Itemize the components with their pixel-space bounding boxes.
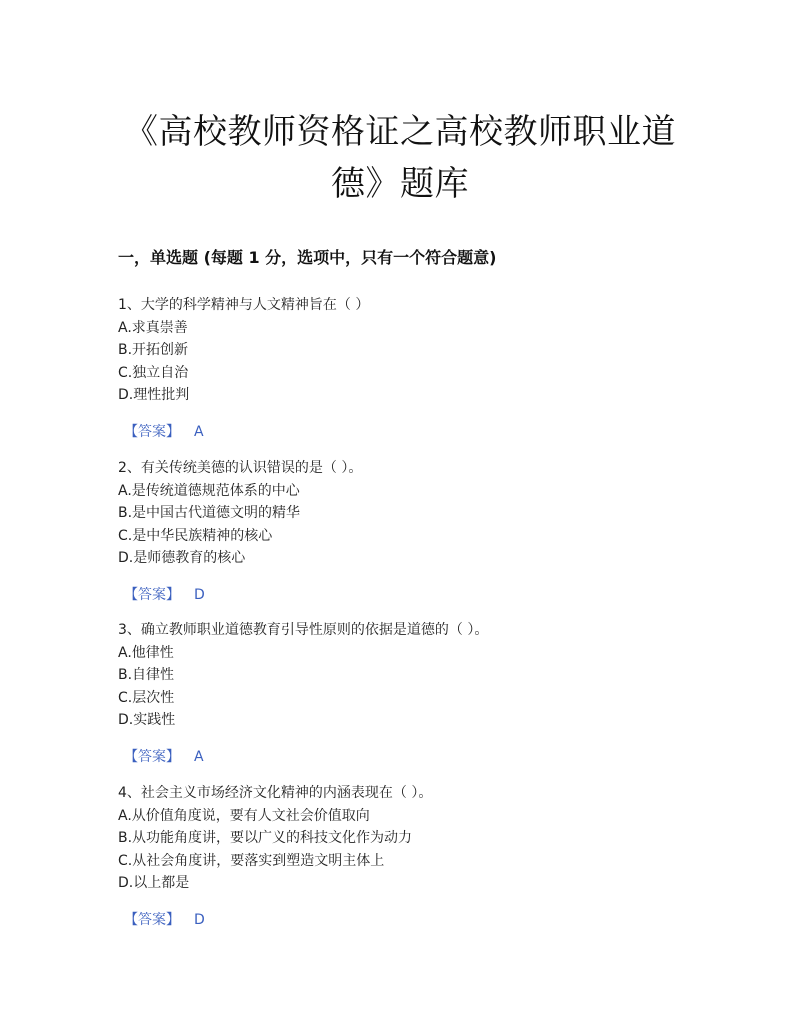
question-2 bbox=[118, 457, 698, 606]
option-a: A.是传统道德规范体系的中心 bbox=[118, 482, 300, 499]
option-b: B.从功能角度讲，要以广义的科技文化作为动力 bbox=[118, 830, 413, 846]
question-stem: 4、社会主义市场经济文化精神的内涵表现在（ ）。 bbox=[118, 785, 433, 801]
option-c: C.从社会角度讲，要落实到塑造文明主体上 bbox=[118, 852, 385, 869]
section-heading: 一，单选题 (每题 1 分，选项中，只有一个符合题意) bbox=[118, 248, 497, 267]
answer-label: 【答案】 bbox=[124, 586, 180, 603]
answer-value: A bbox=[194, 748, 204, 765]
question-1 bbox=[118, 294, 698, 443]
option-b: B.开拓创新 bbox=[118, 342, 189, 358]
answer-label: 【答案】 bbox=[124, 423, 180, 440]
option-d: D.以上都是 bbox=[118, 875, 190, 891]
answer-line bbox=[118, 421, 698, 443]
question-stem: 3、确立教师职业道德教育引导性原则的依据是道德的（ ）。 bbox=[118, 622, 489, 638]
option-c: C.层次性 bbox=[118, 689, 175, 706]
option-b: B.自律性 bbox=[118, 667, 175, 683]
answer-line bbox=[118, 909, 698, 931]
answer-label: 【答案】 bbox=[124, 911, 180, 928]
answer-value: D bbox=[194, 911, 205, 928]
option-c: C.是中华民族精神的核心 bbox=[118, 527, 273, 544]
question-4 bbox=[118, 782, 698, 931]
option-b: B.是中国古代道德文明的精华 bbox=[118, 505, 301, 521]
question-stem: 1、大学的科学精神与人文精神旨在（ ） bbox=[118, 297, 370, 313]
option-a: A.他律性 bbox=[118, 644, 174, 661]
answer-label: 【答案】 bbox=[124, 748, 180, 765]
document-title bbox=[120, 106, 680, 210]
option-d: D.理性批判 bbox=[118, 387, 190, 403]
question-3 bbox=[118, 619, 698, 768]
option-c: C.独立自治 bbox=[118, 364, 189, 381]
option-d: D.实践性 bbox=[118, 712, 176, 728]
question-stem: 2、有关传统美德的认识错误的是（ ）。 bbox=[118, 460, 363, 476]
answer-value: A bbox=[194, 423, 204, 440]
option-a: A.求真崇善 bbox=[118, 319, 188, 336]
option-a: A.从价值角度说，要有人文社会价值取向 bbox=[118, 807, 370, 824]
answer-value: D bbox=[194, 586, 205, 603]
option-d: D.是师德教育的核心 bbox=[118, 550, 246, 566]
document-title-line-2: 德》题库 bbox=[331, 164, 469, 204]
answer-line bbox=[118, 746, 698, 768]
document-title-line-1: 《高校教师资格证之高校教师职业道 bbox=[124, 112, 676, 152]
answer-line bbox=[118, 584, 698, 606]
